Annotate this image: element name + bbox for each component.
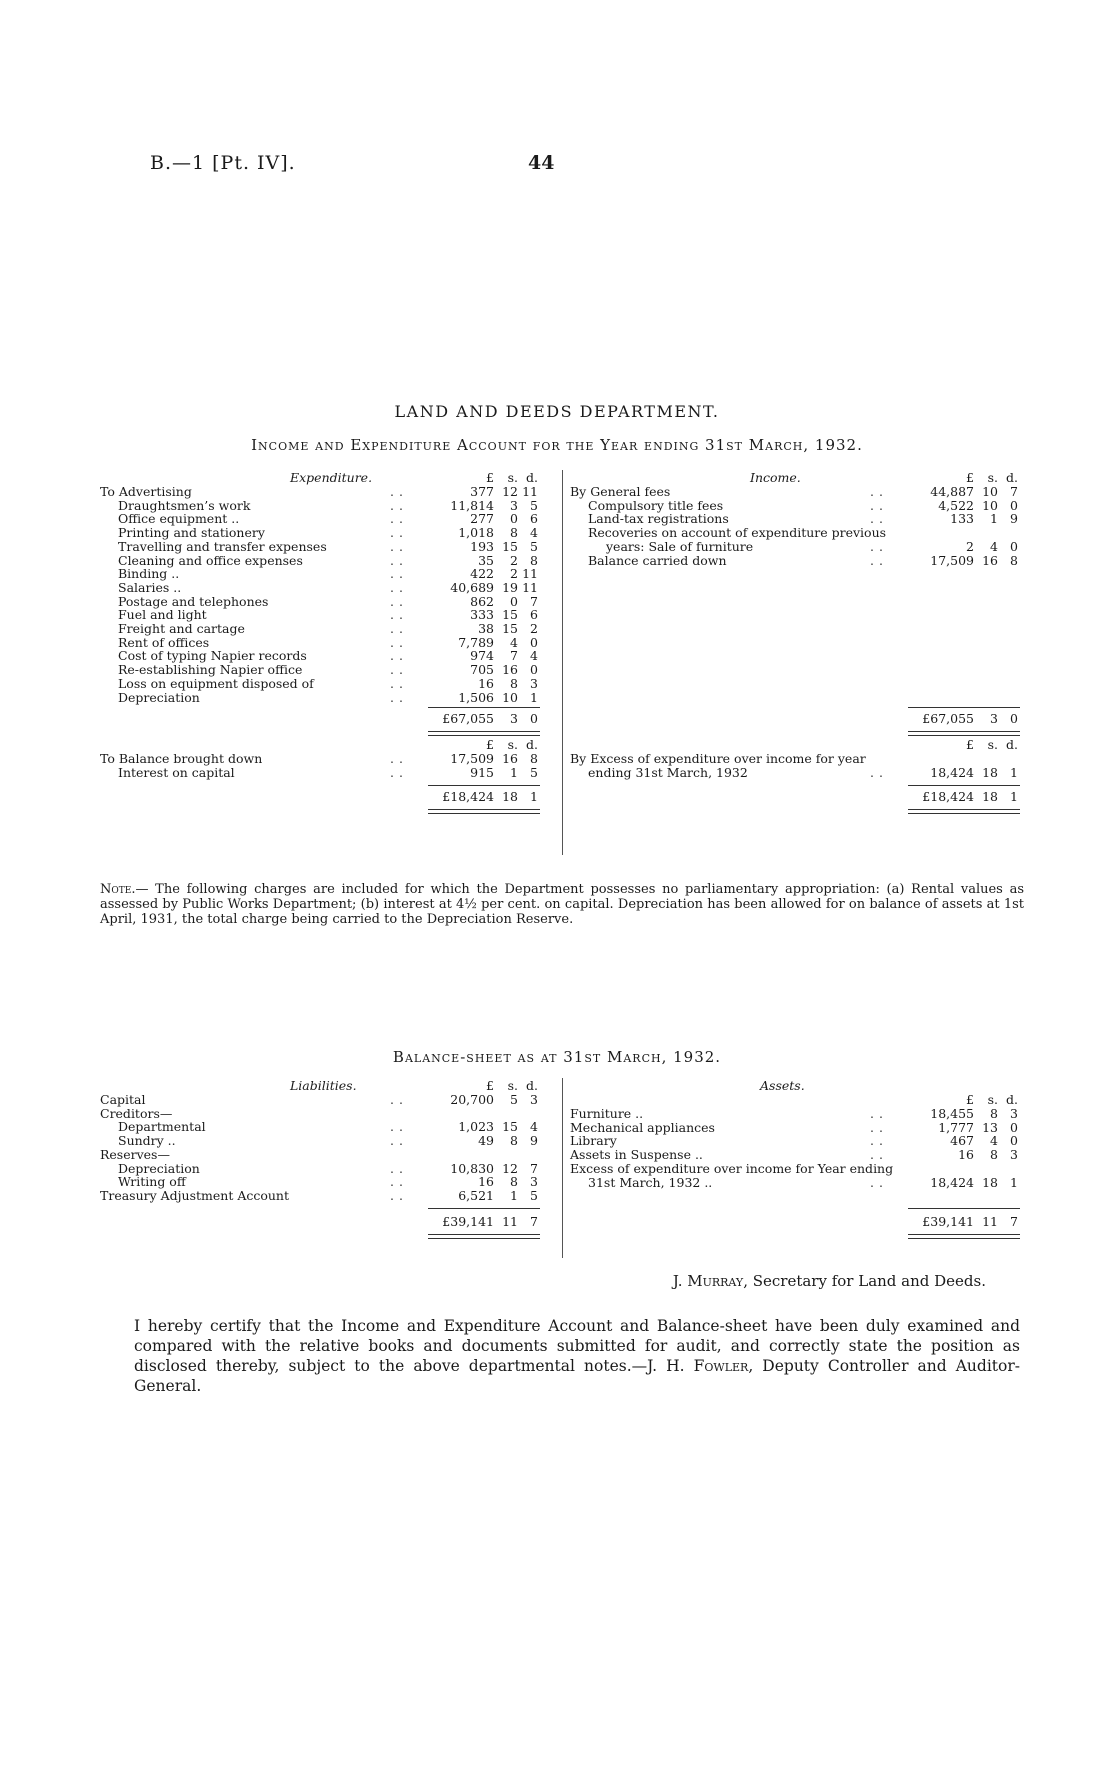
row-label: years: Sale of furniture (606, 538, 754, 554)
row-label: Furniture .. (570, 1106, 644, 1121)
shillings: 12 (502, 1160, 518, 1176)
pounds: 333 (470, 607, 494, 623)
shillings-head: s. (507, 737, 518, 753)
shillings-head: s. (987, 737, 998, 753)
shillings: 18 (982, 788, 998, 804)
pence: 0 (1010, 1133, 1018, 1149)
pence-head: d. (1006, 470, 1018, 485)
total-double-rule (908, 809, 1020, 814)
secretary-signature (0, 1272, 986, 1290)
pounds: 133 (950, 511, 974, 527)
certificate-text: I hereby certify that the Income and Expenditure Account and Balance-sheet have been duly examined and compared with the relative books and documents submitted for audit, and correctly state the position as disclosed thereby, subject to the above departmental notes.— (134, 1317, 1020, 1375)
pence: 11 (522, 579, 538, 595)
pence: 9 (1010, 511, 1018, 527)
pence: 8 (530, 751, 538, 767)
leader-dots: .. (390, 764, 408, 780)
pence: 5 (530, 538, 538, 554)
liabilities-total (100, 1214, 560, 1230)
row-label: Depreciation (118, 689, 200, 705)
leader-dots: .. (390, 538, 408, 554)
pounds: 377 (470, 484, 494, 499)
shillings: 1 (990, 511, 998, 527)
row-label: Writing off (118, 1174, 186, 1190)
total-double-rule (428, 809, 540, 814)
column-divider (562, 470, 563, 855)
leader-dots: .. (390, 566, 408, 582)
pounds: 16 (958, 1147, 974, 1163)
row-label: Assets in Suspense .. (570, 1147, 703, 1163)
account-title: Income and Expenditure Account for the Year ending 31st March, 1932. (251, 436, 863, 454)
pence: 3 (1010, 1147, 1018, 1163)
leader-dots: .. (390, 648, 408, 664)
row-label: Rent of offices (118, 634, 210, 650)
leader-dots: .. (390, 675, 408, 691)
pounds: 49 (478, 1133, 494, 1149)
leader-dots: .. (390, 1160, 408, 1176)
row-label: Re-establishing Napier office (118, 662, 303, 678)
pounds: 1,018 (458, 525, 494, 541)
leader-dots: .. (390, 552, 408, 568)
subtotal-rule (428, 1208, 540, 1209)
income-total (570, 711, 1024, 727)
amount (908, 765, 1018, 781)
leader-dots: .. (390, 662, 408, 678)
pence: 7 (1010, 1213, 1018, 1229)
subtotal-rule (908, 1208, 1020, 1209)
auditor-title: , Deputy Controller and Auditor-General. (134, 1357, 1020, 1395)
row-label: ending 31st March, 1932 (588, 764, 748, 780)
row-label: Travelling and transfer expenses (118, 538, 327, 554)
income-row (570, 765, 1024, 781)
leader-dots: .. (870, 538, 888, 554)
pence-head: d. (1006, 737, 1018, 753)
pence: 7 (530, 1160, 538, 1176)
liability-row (100, 1188, 560, 1204)
pounds: 974 (470, 648, 494, 664)
shillings: 0 (510, 511, 518, 527)
leader-dots: .. (870, 497, 888, 513)
pounds: 44,887 (930, 484, 974, 499)
pounds: 277 (470, 511, 494, 527)
row-label: Departmental (118, 1119, 206, 1135)
balance-sheet (100, 1078, 1024, 1258)
auditor-name: J. H. Fowler (647, 1357, 749, 1375)
pence: 6 (530, 511, 538, 527)
pounds: £18,424 (442, 788, 494, 804)
row-label: Capital (100, 1092, 146, 1107)
shillings: 5 (510, 1092, 518, 1107)
leader-dots: .. (390, 621, 408, 636)
leader-dots: .. (390, 484, 408, 499)
pounds: 11,814 (450, 497, 494, 513)
pence: 7 (530, 593, 538, 609)
row-label: Cleaning and office expenses (118, 552, 303, 568)
shillings: 19 (502, 579, 518, 595)
pounds: 193 (470, 538, 494, 554)
row-label: Excess of expenditure over income for Year ending (570, 1160, 894, 1176)
row-label: To Balance brought down (100, 751, 263, 767)
pence: 4 (530, 525, 538, 541)
amount (428, 1214, 538, 1230)
leader-dots: .. (390, 593, 408, 609)
row-label: Compulsory title fees (588, 497, 724, 513)
leader-dots: .. (390, 579, 408, 595)
pounds: 7,789 (458, 634, 494, 650)
pounds: 422 (470, 566, 494, 582)
row-label: Postage and telephones (118, 593, 269, 609)
pounds: 915 (470, 764, 494, 780)
audit-certificate (134, 1316, 1020, 1396)
shillings: 10 (982, 497, 998, 513)
secretary-name: J. Murray (672, 1272, 744, 1290)
shillings: 10 (982, 484, 998, 499)
row-label: Cost of typing Napier records (118, 648, 307, 664)
note-text: — The following charges are included for which the Department possesses no parliamentary appropriation: (a) Rental values as assessed by Public Works Department; (b) interest at 4½ per cent. on capital. Depreciation has been allowed for on balance of assets at 1st April, 1931, the total charge being carried to the Depreciation Reserve. (100, 882, 1024, 927)
shillings: 3 (510, 497, 518, 513)
row-label: Office equipment .. (118, 511, 240, 527)
row-label: Interest on capital (118, 764, 235, 780)
row-label: Sundry .. (118, 1133, 176, 1149)
row-label: Recoveries on account of expenditure previous (588, 525, 887, 541)
pence-head: d. (1006, 1092, 1018, 1107)
pounds: 16 (478, 675, 494, 691)
document-reference: B.—1 [Pt. IV]. (150, 152, 296, 174)
shillings: 16 (982, 552, 998, 568)
liabilities-column (100, 1078, 560, 1258)
leader-dots: .. (390, 634, 408, 650)
row-label: Library (570, 1133, 617, 1149)
shillings: 15 (502, 607, 518, 623)
shillings: 4 (510, 634, 518, 650)
pounds-head: £ (966, 1092, 974, 1107)
shillings: 4 (990, 538, 998, 554)
department-title: LAND AND DEEDS DEPARTMENT. (394, 402, 720, 421)
amount (428, 765, 538, 781)
pence: 3 (530, 1174, 538, 1190)
row-label: To Advertising (100, 484, 192, 499)
pounds: 18,455 (930, 1106, 974, 1121)
shillings-head: s. (987, 470, 998, 485)
pounds: 18,424 (930, 1174, 974, 1190)
shillings-head: s. (507, 1078, 518, 1093)
income-heading: Income. (750, 470, 801, 485)
pounds: 862 (470, 593, 494, 609)
pounds-head: £ (486, 1078, 494, 1093)
leader-dots: .. (870, 1174, 888, 1190)
pounds: 1,777 (938, 1119, 974, 1135)
pounds-head: £ (966, 470, 974, 485)
row-label: Loss on equipment disposed of (118, 675, 314, 691)
shillings: 18 (982, 764, 998, 780)
row-label: Land-tax registrations (588, 511, 729, 527)
row-label: Treasury Adjustment Account (100, 1187, 290, 1203)
leader-dots: .. (870, 1106, 888, 1121)
pence: 5 (530, 1187, 538, 1203)
shillings: 15 (502, 621, 518, 636)
shillings: 18 (982, 1174, 998, 1190)
row-label: Printing and stationery (118, 525, 265, 541)
leader-dots: .. (390, 1119, 408, 1135)
shillings: 16 (502, 751, 518, 767)
leader-dots: .. (390, 689, 408, 705)
pounds: 38 (478, 621, 494, 636)
pence: 11 (522, 484, 538, 499)
pence: 1 (1010, 788, 1018, 804)
pence: 8 (530, 552, 538, 568)
amount (428, 690, 538, 706)
total-double-rule (428, 1234, 540, 1239)
shillings: 11 (982, 1213, 998, 1229)
pence: 2 (530, 621, 538, 636)
shillings: 7 (510, 648, 518, 664)
pence: 7 (1010, 484, 1018, 499)
column-divider (562, 1078, 563, 1258)
amount (908, 789, 1018, 805)
row-label: Draughtsmen’s work (118, 497, 251, 513)
pence: 3 (530, 1092, 538, 1107)
shillings: 15 (502, 1119, 518, 1135)
pence: 5 (530, 764, 538, 780)
shillings: 13 (982, 1119, 998, 1135)
expenditure-second-total (100, 789, 560, 805)
assets-total (570, 1214, 1024, 1230)
leader-dots: .. (390, 607, 408, 623)
pence: 3 (530, 675, 538, 691)
shillings: 1 (510, 764, 518, 780)
amount (428, 1188, 538, 1204)
pence: 1 (1010, 1174, 1018, 1190)
shillings: 3 (510, 711, 518, 727)
leader-dots: .. (390, 1092, 408, 1107)
pounds: 1,023 (458, 1119, 494, 1135)
leader-dots: .. (870, 552, 888, 568)
pence: 7 (530, 1213, 538, 1229)
pounds: 6,521 (458, 1187, 494, 1203)
assets-column (570, 1078, 1024, 1258)
leader-dots: .. (870, 1119, 888, 1135)
pounds: 17,509 (450, 751, 494, 767)
subtotal-rule (428, 707, 540, 708)
liabilities-heading: Liabilities. (290, 1078, 357, 1093)
expenditure-column (100, 470, 560, 855)
departmental-note (100, 882, 1024, 927)
total-double-rule (908, 1234, 1020, 1239)
assets-heading: Assets. (760, 1078, 805, 1093)
leader-dots: .. (870, 1147, 888, 1163)
pounds: 705 (470, 662, 494, 678)
pence: 3 (1010, 1106, 1018, 1121)
shillings: 8 (510, 1174, 518, 1190)
shillings: 18 (502, 788, 518, 804)
pounds: £67,055 (922, 711, 974, 727)
pence: 4 (530, 1119, 538, 1135)
amount (908, 553, 1018, 569)
shillings: 11 (502, 1213, 518, 1229)
shillings-head: s. (987, 1092, 998, 1107)
pence: 6 (530, 607, 538, 623)
leader-dots: .. (870, 764, 888, 780)
row-label: Reserves— (100, 1146, 170, 1162)
pounds-head: £ (486, 737, 494, 753)
shillings: 2 (510, 566, 518, 582)
asset-row (570, 1175, 1024, 1191)
pounds: £39,141 (442, 1213, 494, 1229)
leader-dots: .. (390, 1187, 408, 1203)
pence: 0 (530, 662, 538, 678)
pounds: £18,424 (922, 788, 974, 804)
shillings: 0 (510, 593, 518, 609)
total-double-rule (908, 731, 1020, 736)
pounds: 40,689 (450, 579, 494, 595)
shillings: 3 (990, 711, 998, 727)
amount (428, 711, 538, 727)
total-double-rule (428, 731, 540, 736)
leader-dots: .. (390, 525, 408, 541)
subtotal-rule (908, 707, 1020, 708)
row-label: By Excess of expenditure over income for year (570, 751, 866, 767)
shillings-head: s. (507, 470, 518, 485)
leader-dots: .. (390, 1133, 408, 1149)
pounds-head: £ (966, 737, 974, 753)
pence: 0 (530, 634, 538, 650)
row-label: 31st March, 1932 .. (588, 1174, 713, 1190)
income-expenditure-account (100, 470, 1024, 855)
amount (428, 789, 538, 805)
pounds: 2 (966, 538, 974, 554)
pence-head: d. (526, 737, 538, 753)
pence: 8 (1010, 552, 1018, 568)
shillings: 12 (502, 484, 518, 499)
pounds: 17,509 (930, 552, 974, 568)
expenditure-total (100, 711, 560, 727)
shillings: 2 (510, 552, 518, 568)
leader-dots: .. (390, 1174, 408, 1190)
pence: 0 (1010, 711, 1018, 727)
pounds: 1,506 (458, 689, 494, 705)
pounds: 18,424 (930, 764, 974, 780)
pence: 0 (1010, 1119, 1018, 1135)
shillings: 8 (990, 1106, 998, 1121)
row-label: Freight and cartage (118, 621, 245, 636)
leader-dots: .. (870, 511, 888, 527)
leader-dots: .. (870, 1133, 888, 1149)
expenditure-row (100, 765, 560, 781)
leader-dots: .. (390, 751, 408, 767)
note-prefix: Note. (100, 882, 136, 897)
shillings: 8 (510, 525, 518, 541)
income-second-total (570, 789, 1024, 805)
amount (908, 711, 1018, 727)
pounds: 10,830 (450, 1160, 494, 1176)
pence: 1 (530, 788, 538, 804)
balance-sheet-title: Balance-sheet as at 31st March, 1932. (392, 1048, 722, 1066)
shillings: 8 (990, 1147, 998, 1163)
row-label: Creditors— (100, 1105, 173, 1121)
pence: 5 (530, 497, 538, 513)
shillings: 8 (510, 675, 518, 691)
row-label: Mechanical appliances (570, 1119, 715, 1135)
pence-head: d. (526, 470, 538, 485)
pence: 0 (1010, 497, 1018, 513)
subtotal-rule (428, 785, 540, 786)
row-label: Binding .. (118, 566, 180, 582)
leader-dots: .. (390, 511, 408, 527)
pounds: £67,055 (442, 711, 494, 727)
pence: 0 (530, 711, 538, 727)
secretary-title: , Secretary for Land and Deeds. (743, 1272, 986, 1290)
shillings: 10 (502, 689, 518, 705)
expenditure-row (100, 690, 560, 706)
page-number: 44 (528, 152, 555, 174)
shillings: 4 (990, 1133, 998, 1149)
amount (908, 1214, 1018, 1230)
pence: 4 (530, 648, 538, 664)
pence: 1 (1010, 764, 1018, 780)
row-label: By General fees (570, 484, 671, 499)
leader-dots: .. (390, 497, 408, 513)
pence-head: d. (526, 1078, 538, 1093)
shillings: 16 (502, 662, 518, 678)
pounds: 35 (478, 552, 494, 568)
income-column (570, 470, 1024, 855)
pounds: 16 (478, 1174, 494, 1190)
row-label: Balance carried down (588, 552, 727, 568)
subtotal-rule (908, 785, 1020, 786)
row-label: Fuel and light (118, 607, 207, 623)
pounds-head: £ (486, 470, 494, 485)
row-label: Depreciation (118, 1160, 200, 1176)
shillings: 1 (510, 1187, 518, 1203)
pence: 11 (522, 566, 538, 582)
shillings: 8 (510, 1133, 518, 1149)
pence: 0 (1010, 538, 1018, 554)
pounds: 467 (950, 1133, 974, 1149)
shillings: 15 (502, 538, 518, 554)
leader-dots: .. (870, 484, 888, 499)
pounds: 4,522 (938, 497, 974, 513)
pence: 9 (530, 1133, 538, 1149)
expenditure-heading: Expenditure. (290, 470, 373, 485)
pounds: £39,141 (922, 1213, 974, 1229)
row-label: Salaries .. (118, 579, 182, 595)
income-row (570, 553, 1024, 569)
amount (908, 1175, 1018, 1191)
pence: 1 (530, 689, 538, 705)
pounds: 20,700 (450, 1092, 494, 1107)
